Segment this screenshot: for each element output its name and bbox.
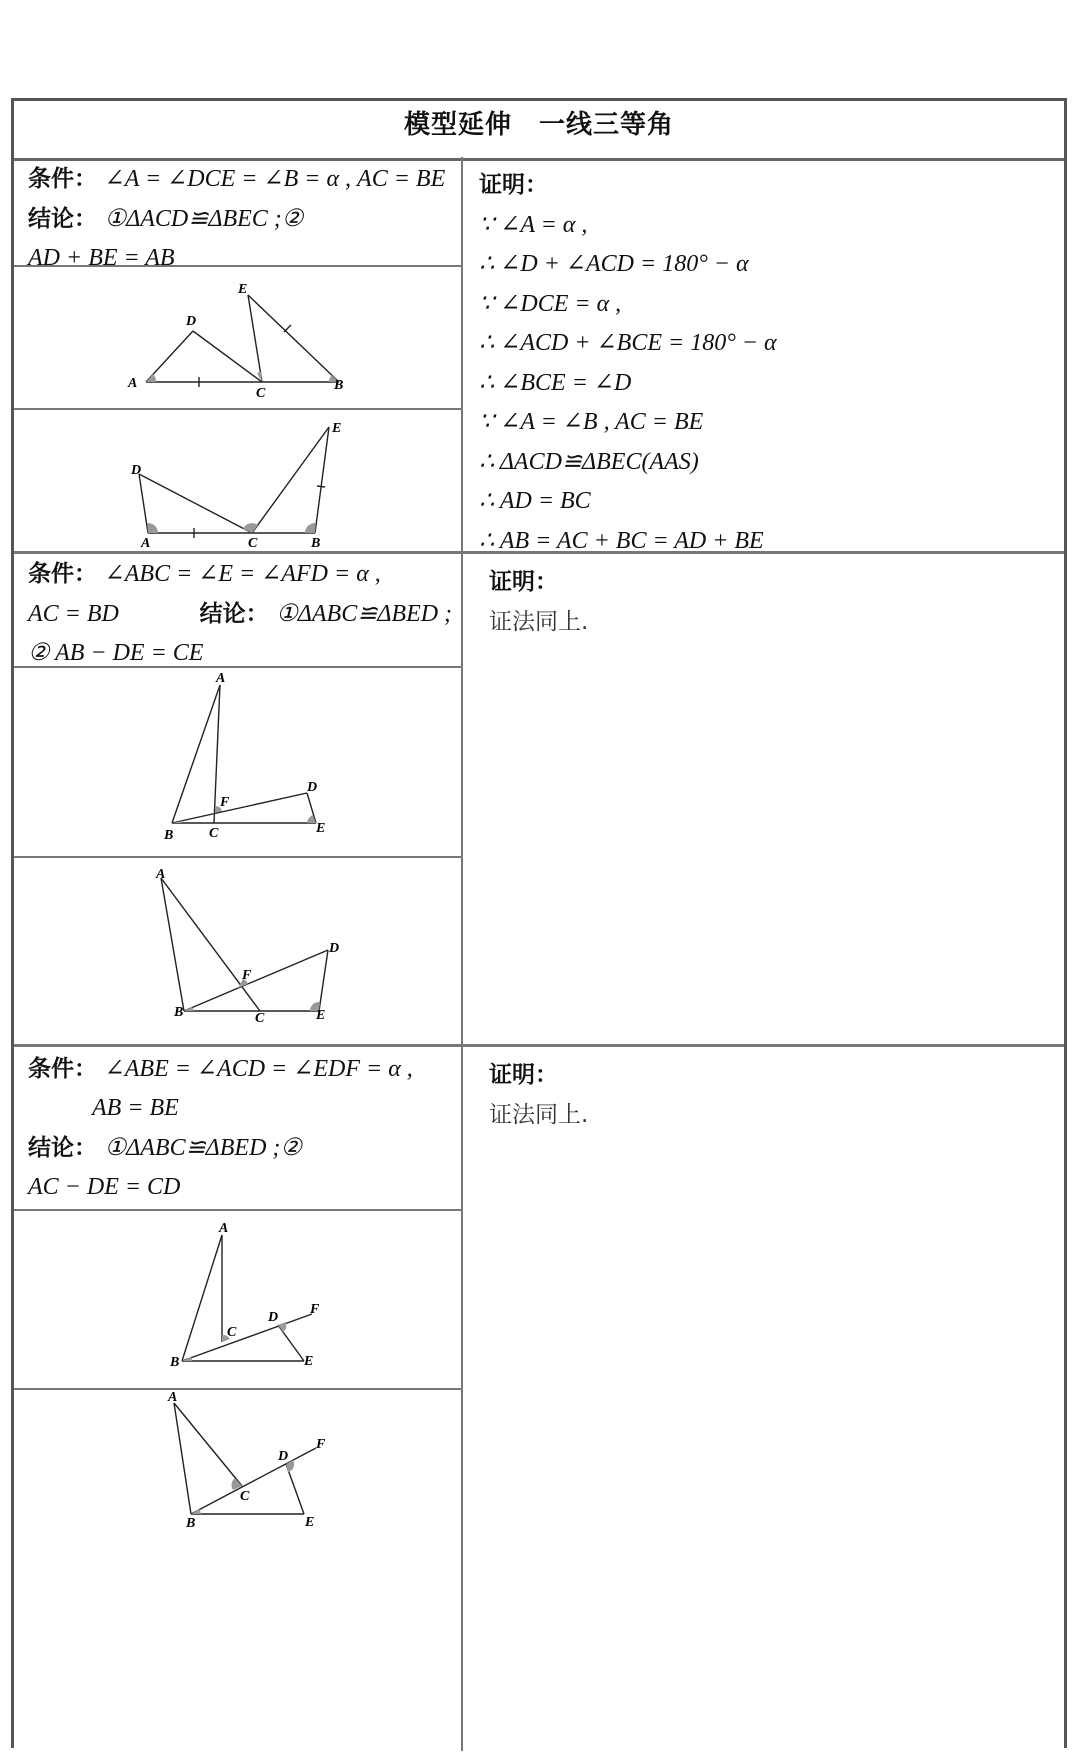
- seg-BD: [172, 793, 307, 823]
- label-A: A: [156, 867, 166, 882]
- section1-cond-text: ∠A = ∠DCE = ∠B = α , AC = BE: [104, 166, 446, 192]
- label-E: E: [304, 1354, 314, 1369]
- label-F: F: [220, 795, 230, 810]
- seg-BD: [184, 950, 328, 1011]
- seg-CE: [248, 295, 262, 382]
- label-C: C: [256, 386, 266, 401]
- section2-cond-text2: AC = BD: [28, 601, 119, 627]
- label-C: C: [227, 1325, 237, 1340]
- label-B: B: [164, 828, 174, 843]
- angle-B: [305, 523, 316, 533]
- section1-conditions: [14, 157, 463, 271]
- section3-proof: [463, 1047, 1064, 1751]
- label-E: E: [316, 1008, 326, 1023]
- section1-figure1-cell: [14, 267, 463, 410]
- section3-figure2-cell: [14, 1390, 463, 1751]
- label-A: A: [219, 1221, 229, 1236]
- proof-line-5: ∴ ∠BCE = ∠D: [479, 369, 632, 396]
- section2-cond-label: 条件：: [28, 561, 97, 587]
- label-C: C: [255, 1011, 265, 1026]
- section3-concl-text: ①ΔABC≌ΔBED ;②: [104, 1135, 302, 1161]
- seg-DE: [319, 950, 328, 1011]
- section1-proof-label: 证明：: [479, 172, 548, 198]
- label-F: F: [242, 968, 252, 983]
- section2-cond-text: ∠ABC = ∠E = ∠AFD = α ,: [104, 561, 381, 587]
- table-title: 模型延伸 一线三等角: [14, 101, 1064, 161]
- label-A: A: [141, 536, 151, 550]
- section2-figure2-cell: [14, 858, 463, 1047]
- label-D: D: [186, 314, 197, 329]
- section2-proof: [463, 554, 1064, 1047]
- label-D: D: [131, 463, 142, 478]
- seg-BA: [161, 878, 184, 1011]
- section1-cond-label: 条件：: [28, 166, 97, 192]
- section3-concl-label: 结论：: [28, 1135, 97, 1161]
- proof-line-6: ∵ ∠A = ∠B , AC = BE: [479, 409, 704, 435]
- section1-figure1: [14, 267, 460, 407]
- section2-figure2: [14, 858, 460, 1044]
- seg-EB: [248, 295, 339, 382]
- proof-line-9: ∴ AB = AC + BC = AD + BE: [479, 527, 764, 554]
- proof-line-4: ∴ ∠ACD + ∠BCE = 180° − α: [479, 330, 777, 356]
- section3-figure1-cell: [14, 1211, 463, 1390]
- tick-EB: [317, 486, 325, 487]
- section1-concl-text2: AD + BE = AB: [28, 245, 175, 271]
- section3-cond-text: ∠ABE = ∠ACD = ∠EDF = α ,: [104, 1056, 413, 1082]
- section3-cond-label: 条件：: [28, 1056, 97, 1082]
- section1-proof: [463, 157, 1064, 554]
- label-D: D: [329, 941, 340, 956]
- seg-BA: [182, 1235, 222, 1361]
- section2-concl-text: ①ΔABC≌ΔBED ;: [276, 601, 453, 627]
- label-B: B: [186, 1516, 196, 1531]
- label-E: E: [305, 1515, 315, 1530]
- section2-proof-text: 证法同上.: [489, 608, 589, 635]
- label-A: A: [216, 671, 226, 686]
- section3-conditions: [14, 1047, 463, 1211]
- seg-DC: [193, 331, 262, 382]
- label-D: D: [268, 1310, 279, 1325]
- proof-line-2: ∴ ∠D + ∠ACD = 180° − α: [479, 251, 749, 277]
- section2-concl-text2: ② AB − DE = CE: [28, 640, 204, 666]
- label-C: C: [248, 536, 258, 550]
- label-A: A: [168, 1390, 178, 1405]
- section3-proof-label: 证明：: [489, 1062, 558, 1088]
- label-E: E: [238, 282, 248, 297]
- tick-EB: [284, 325, 291, 332]
- section3-proof-text: 证法同上.: [489, 1101, 589, 1128]
- section2-conditions: [14, 554, 463, 668]
- angle-A: [147, 523, 158, 533]
- section2-concl-label: 结论：: [199, 601, 269, 627]
- proof-line-1: ∵ ∠A = α ,: [479, 211, 588, 238]
- model-table: [11, 98, 1067, 1748]
- section1-concl-text: ①ΔACD≌ΔBEC ;②: [104, 206, 304, 232]
- label-B: B: [334, 378, 344, 393]
- section3-figure2: [14, 1390, 460, 1610]
- label-C: C: [240, 1489, 250, 1504]
- section3-figure1: [14, 1211, 460, 1387]
- label-B: B: [174, 1005, 184, 1020]
- seg-BA: [172, 685, 220, 823]
- section1-figure2-cell: [14, 410, 463, 554]
- seg-AD: [139, 474, 148, 533]
- label-B: B: [311, 536, 321, 550]
- label-D: D: [307, 780, 318, 795]
- section3-cond-text2: AB = BE: [92, 1095, 179, 1121]
- label-F: F: [316, 1437, 326, 1452]
- proof-line-3: ∵ ∠DCE = α ,: [479, 290, 622, 317]
- seg-DC: [139, 474, 252, 533]
- label-E: E: [332, 421, 342, 436]
- section2-figure1-cell: [14, 668, 463, 858]
- section2-proof-label: 证明：: [489, 569, 558, 595]
- label-D: D: [278, 1449, 289, 1464]
- label-F: F: [310, 1302, 320, 1317]
- seg-AC: [161, 878, 260, 1011]
- seg-BF: [182, 1314, 312, 1361]
- section3-concl-text2: AC − DE = CD: [28, 1174, 181, 1200]
- label-C: C: [209, 826, 219, 841]
- proof-line-8: ∴ AD = BC: [479, 488, 591, 514]
- section1-concl-label: 结论：: [28, 206, 97, 232]
- angle-A: [146, 374, 156, 382]
- seg-BF: [191, 1448, 316, 1514]
- section1-figure2: [14, 410, 460, 550]
- label-E: E: [316, 821, 326, 836]
- label-B: B: [170, 1355, 180, 1370]
- proof-line-7: ∴ ΔACD≌ΔBEC(AAS): [479, 448, 699, 475]
- angle-B: [191, 1509, 201, 1514]
- label-A: A: [128, 376, 138, 391]
- section2-figure1: [14, 668, 460, 856]
